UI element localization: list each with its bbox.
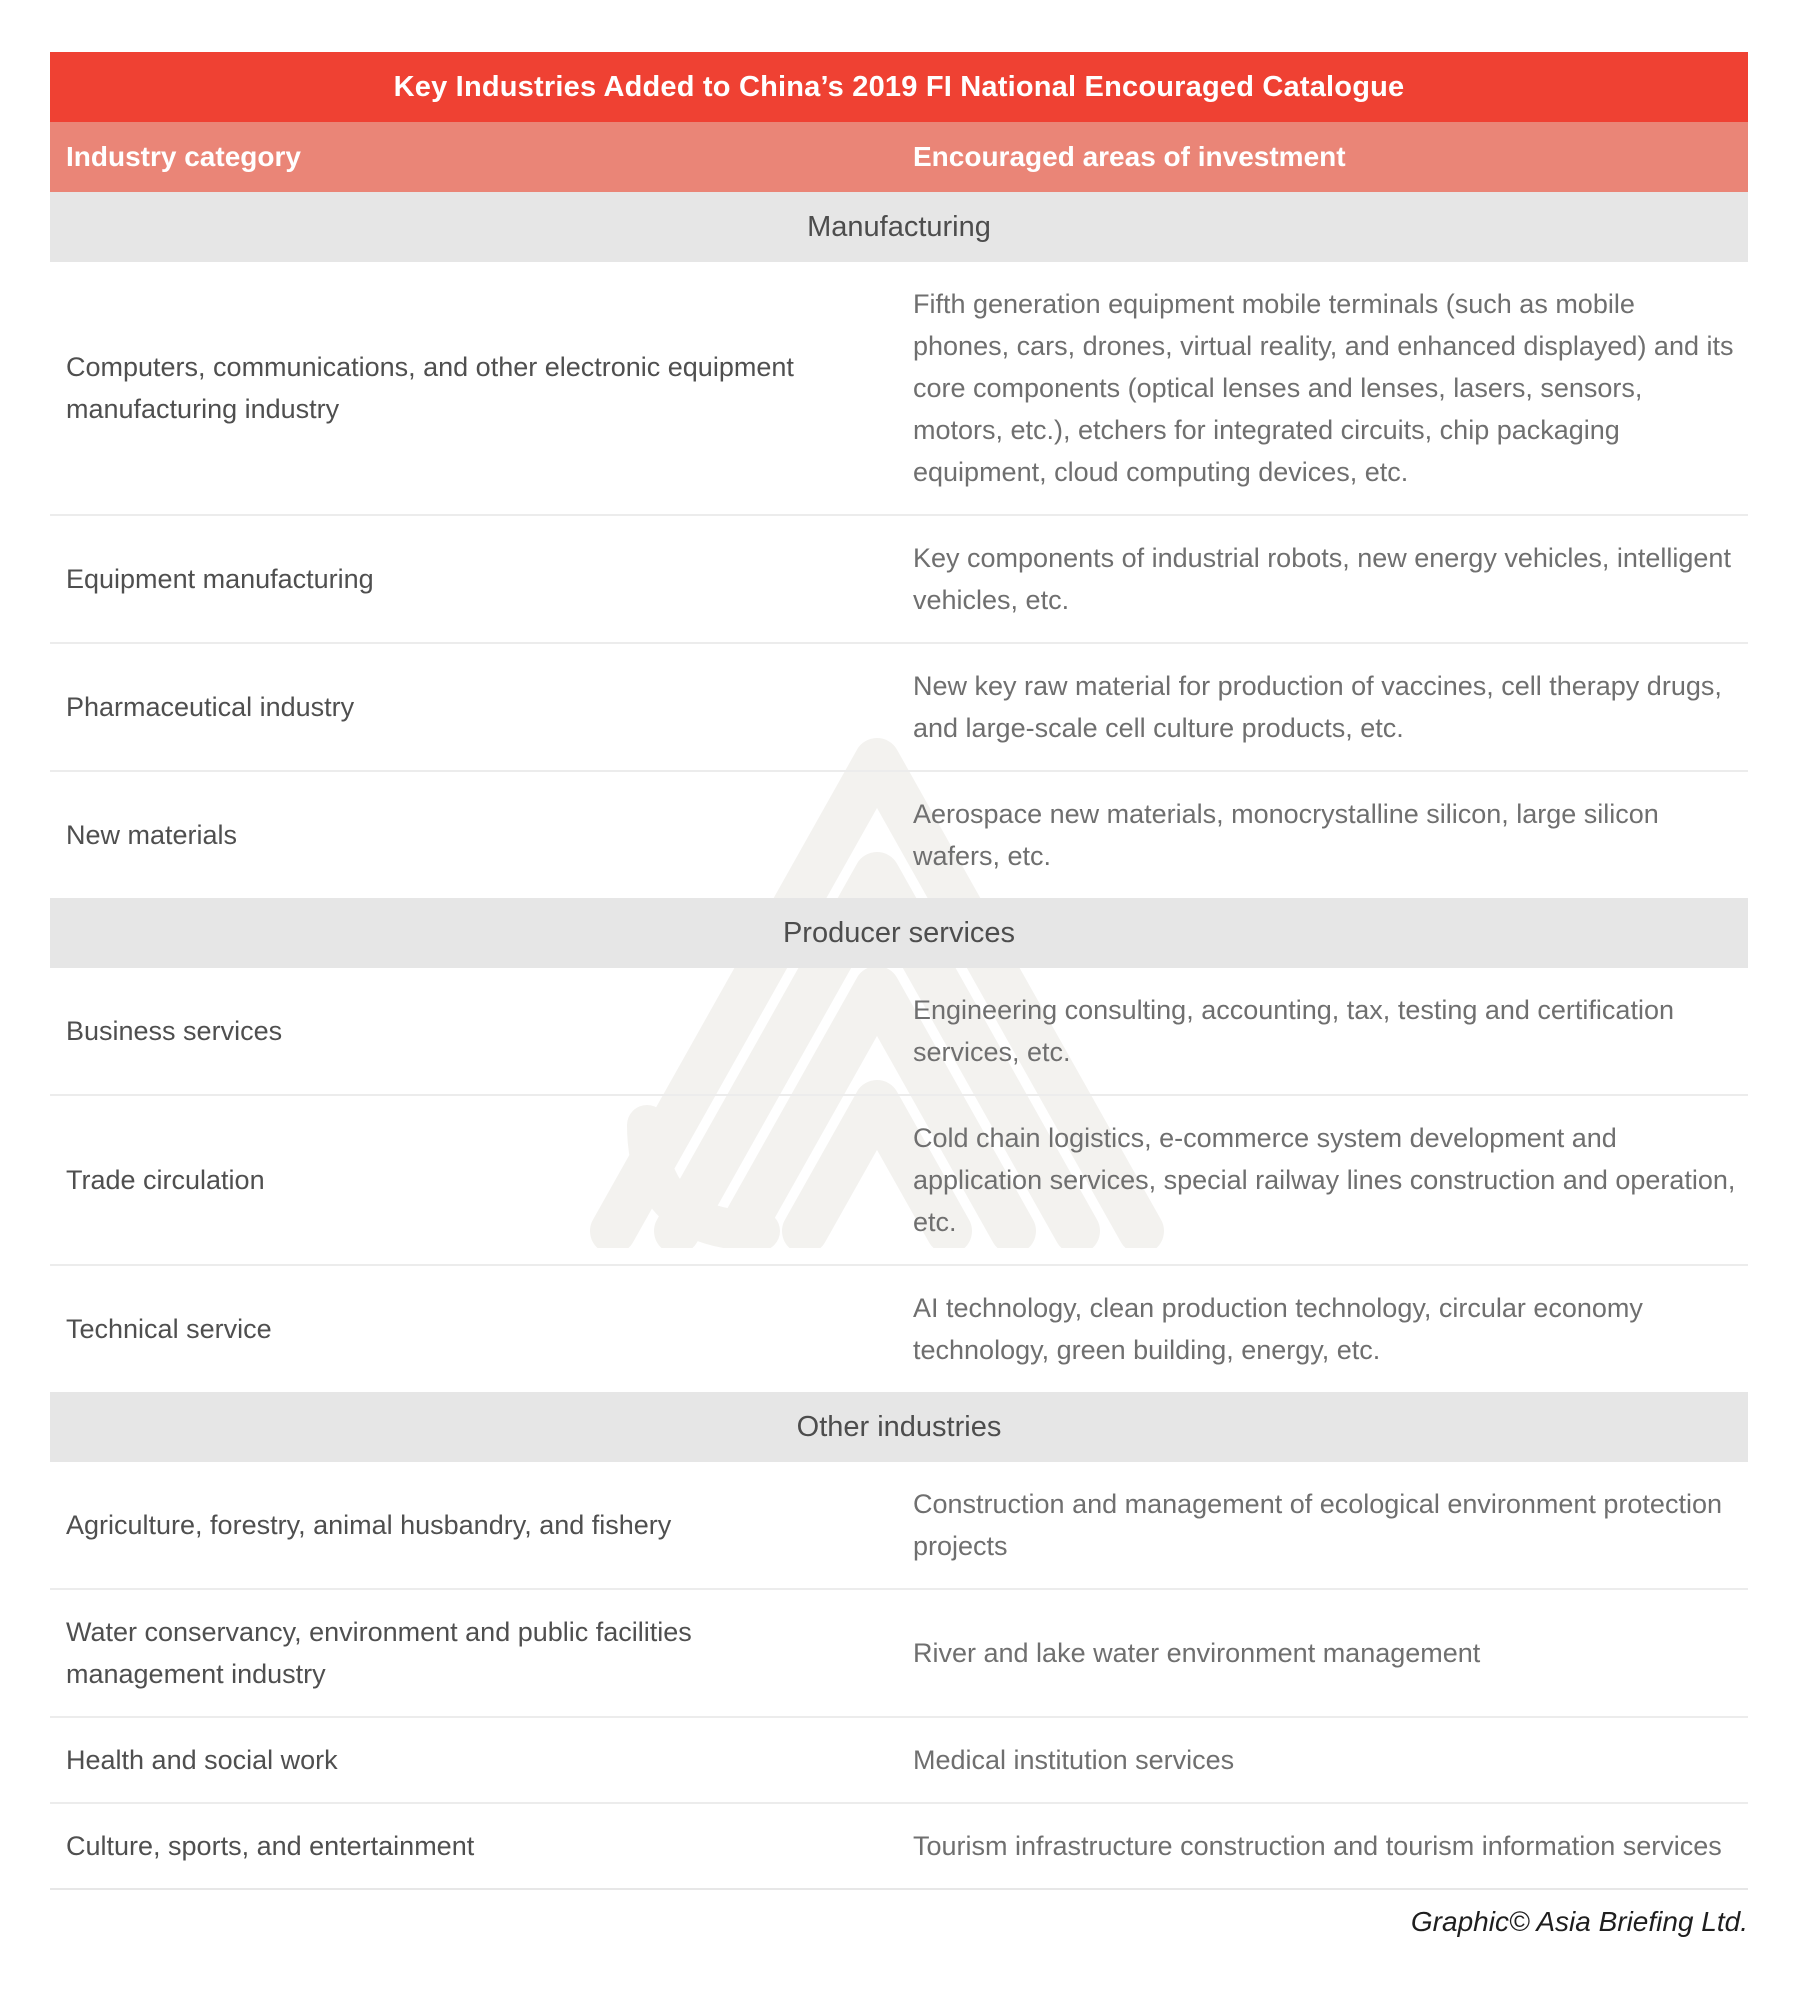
- column-header-encouraged-areas: Encouraged areas of investment: [913, 141, 1346, 172]
- table-row: [50, 1588, 1748, 1716]
- encouraged-areas-cell: Medical institution services: [913, 1745, 1235, 1775]
- section-group: [50, 262, 1748, 898]
- industry-category-cell: New materials: [66, 820, 238, 850]
- section-group: [50, 1462, 1748, 1888]
- table-title: Key Industries Added to China’s 2019 FI National Encouraged Catalogue: [50, 52, 1748, 122]
- industry-category-cell: Culture, sports, and entertainment: [66, 1831, 475, 1861]
- encouraged-areas-cell: Tourism infrastructure construction and tourism information services: [913, 1831, 1722, 1861]
- industry-category-cell: Computers, communications, and other electronic equipment manufacturing industry: [66, 352, 794, 424]
- column-header-industry-category: Industry category: [66, 141, 301, 172]
- table-row: [50, 514, 1748, 642]
- section-header: Manufacturing: [50, 192, 1748, 262]
- encouraged-areas-cell: Fifth generation equipment mobile terminals (such as mobile phones, cars, drones, virtual reality, and enhanced displayed) and its core components (optical lenses and lenses, lasers, sensors, motors, etc.), etchers for integrated circuits, chip packaging equipment, cloud computing devices, etc.: [913, 289, 1734, 487]
- industry-category-cell: Pharmaceutical industry: [66, 692, 355, 722]
- table-row: [50, 770, 1748, 898]
- encouraged-areas-cell: AI technology, clean production technology, circular economy technology, green building, energy, etc.: [913, 1293, 1643, 1365]
- section-header: Other industries: [50, 1392, 1748, 1462]
- table-row: [50, 262, 1748, 514]
- industry-category-cell: Technical service: [66, 1314, 272, 1344]
- table-header-row: [50, 122, 1748, 192]
- industry-category-cell: Equipment manufacturing: [66, 564, 374, 594]
- encouraged-areas-cell: Construction and management of ecological environment protection projects: [913, 1489, 1722, 1561]
- encouraged-areas-cell: River and lake water environment management: [913, 1638, 1481, 1668]
- industry-category-cell: Trade circulation: [66, 1165, 265, 1195]
- table-row: [50, 1264, 1748, 1392]
- table-row: [50, 968, 1748, 1094]
- encouraged-areas-cell: Engineering consulting, accounting, tax, testing and certification services, etc.: [913, 995, 1674, 1067]
- graphic-credit: Graphic© Asia Briefing Ltd.: [1410, 1906, 1748, 1937]
- industry-category-cell: Health and social work: [66, 1745, 338, 1775]
- industry-category-cell: Agriculture, forestry, animal husbandry, and fishery: [66, 1510, 672, 1540]
- encouraged-areas-cell: New key raw material for production of vaccines, cell therapy drugs, and large-scale cell culture products, etc.: [913, 671, 1722, 743]
- industry-category-cell: Water conservancy, environment and public facilities management industry: [66, 1617, 692, 1689]
- encouraged-areas-cell: Cold chain logistics, e-commerce system development and application services, special railway lines construction and operation, etc.: [913, 1123, 1736, 1237]
- catalogue-table: [50, 52, 1748, 1890]
- table-row: [50, 1462, 1748, 1588]
- table-row: [50, 1716, 1748, 1802]
- table-row: [50, 1802, 1748, 1888]
- industry-category-cell: Business services: [66, 1016, 283, 1046]
- encouraged-areas-cell: Key components of industrial robots, new energy vehicles, intelligent vehicles, etc.: [913, 543, 1731, 615]
- table-row: [50, 642, 1748, 770]
- section-header: Producer services: [50, 898, 1748, 968]
- encouraged-areas-cell: Aerospace new materials, monocrystalline silicon, large silicon wafers, etc.: [913, 799, 1659, 871]
- table-row: [50, 1094, 1748, 1264]
- table-body: [50, 192, 1748, 1888]
- section-group: [50, 968, 1748, 1392]
